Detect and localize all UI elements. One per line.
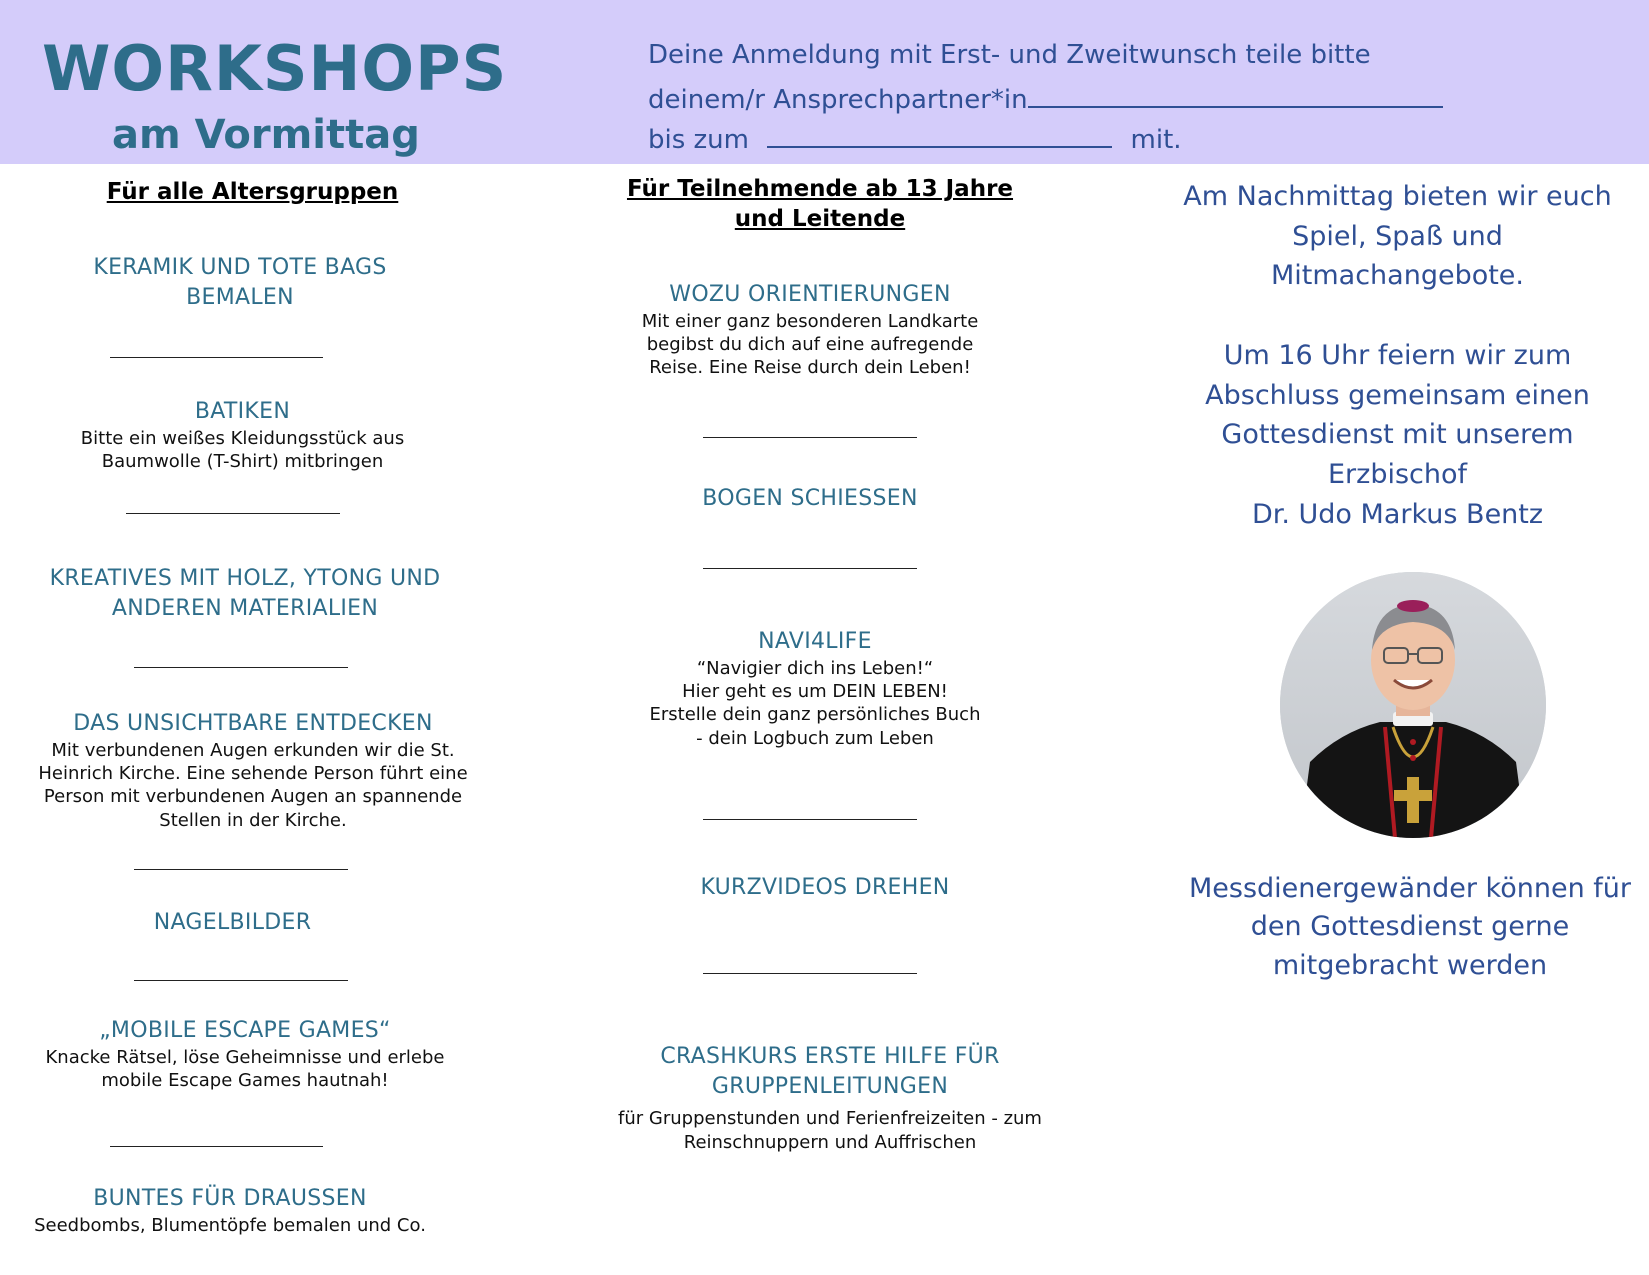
workshop-buntes: BUNTES FÜR DRAUSSEN Seedbombs, Blumentöpfe bemalen und Co.	[34, 1186, 426, 1236]
registration-line-3: bis zum mit.	[648, 120, 1182, 156]
workshop-kurzvideos: KURZVIDEOS DREHEN	[700, 875, 950, 900]
workshop-bogen-schiessen: BOGEN SCHIESSEN	[702, 486, 918, 511]
date-blank	[767, 120, 1112, 148]
workshop-unsichtbare: DAS UNSICHTBARE ENTDECKEN Mit verbundenen Augen erkunden wir die St. Heinrich Kirche. Eine sehende Person führt eine Person mit verbundenen Augen an spannende Stellen in der Kirche.	[38, 711, 468, 831]
divider	[126, 513, 340, 514]
divider	[703, 973, 917, 974]
service-info: Um 16 Uhr feiern wir zum Abschluss gemeinsam einen Gottesdienst mit unserem Erzbischof Dr. Udo Markus Bentz	[1205, 340, 1590, 530]
contact-blank	[1028, 80, 1443, 108]
workshop-batiken: BATIKEN Bitte ein weißes Kleidungsstück aus Baumwolle (T-Shirt) mitbringen	[80, 399, 405, 473]
registration-line-2: deinem/r Ansprechpartner*in	[648, 80, 1443, 116]
vestments-info: Messdienergewänder können für den Gottesdienst gerne mitgebracht werden	[1188, 873, 1631, 981]
registration-line-1: Deine Anmeldung mit Erst- und Zweitwunsch teile bitte	[648, 40, 1371, 70]
workshop-wozu-orientierungen: WOZU ORIENTIERUNGEN Mit einer ganz besonderen Landkarte begibst du dich auf eine aufregende Reise. Eine Reise durch dein Leben!	[641, 282, 979, 379]
header-band	[0, 0, 1649, 164]
afternoon-info: Am Nachmittag bieten wir euch Spiel, Spaß und Mitmachangebote.	[1183, 181, 1612, 292]
middle-column-heading: Für Teilnehmende ab 13 Jahre und Leitende	[626, 176, 1014, 232]
workshop-navi4life: NAVI4LIFE “Navigier dich ins Leben!“ Hier geht es um DEIN LEBEN! Erstelle dein ganz persönliches Buch - dein Logbuch zum Leben	[649, 629, 981, 749]
archbishop-portrait	[1280, 572, 1546, 838]
left-column-heading: Für alle Altersgruppen	[106, 179, 399, 205]
divider	[134, 667, 348, 668]
divider	[703, 819, 917, 820]
workshop-erste-hilfe: CRASHKURS ERSTE HILFE FÜR GRUPPENLEITUNGEN für Gruppenstunden und Ferienfreizeiten - zum Reinschnuppern und Auffrischen	[618, 1044, 1042, 1153]
workshop-escape-games: „MOBILE ESCAPE GAMES“ Knacke Rätsel, löse Geheimnisse und erlebe mobile Escape Games hautnah!	[45, 1018, 445, 1092]
page-title: WORKSHOPS	[42, 32, 508, 105]
divider	[134, 980, 348, 981]
workshop-keramik: KERAMIK UND TOTE BAGS BEMALEN	[93, 255, 387, 310]
divider	[110, 1146, 323, 1147]
divider	[110, 357, 323, 358]
workshop-nagelbilder: NAGELBILDER	[153, 910, 312, 935]
divider	[703, 437, 917, 438]
divider	[703, 568, 917, 569]
divider	[134, 869, 348, 870]
page-subtitle: am Vormittag	[112, 112, 420, 158]
portrait-photo-icon	[1280, 572, 1546, 838]
workshop-kreatives: KREATIVES MIT HOLZ, YTONG UND ANDEREN MATERIALIEN	[49, 566, 441, 621]
